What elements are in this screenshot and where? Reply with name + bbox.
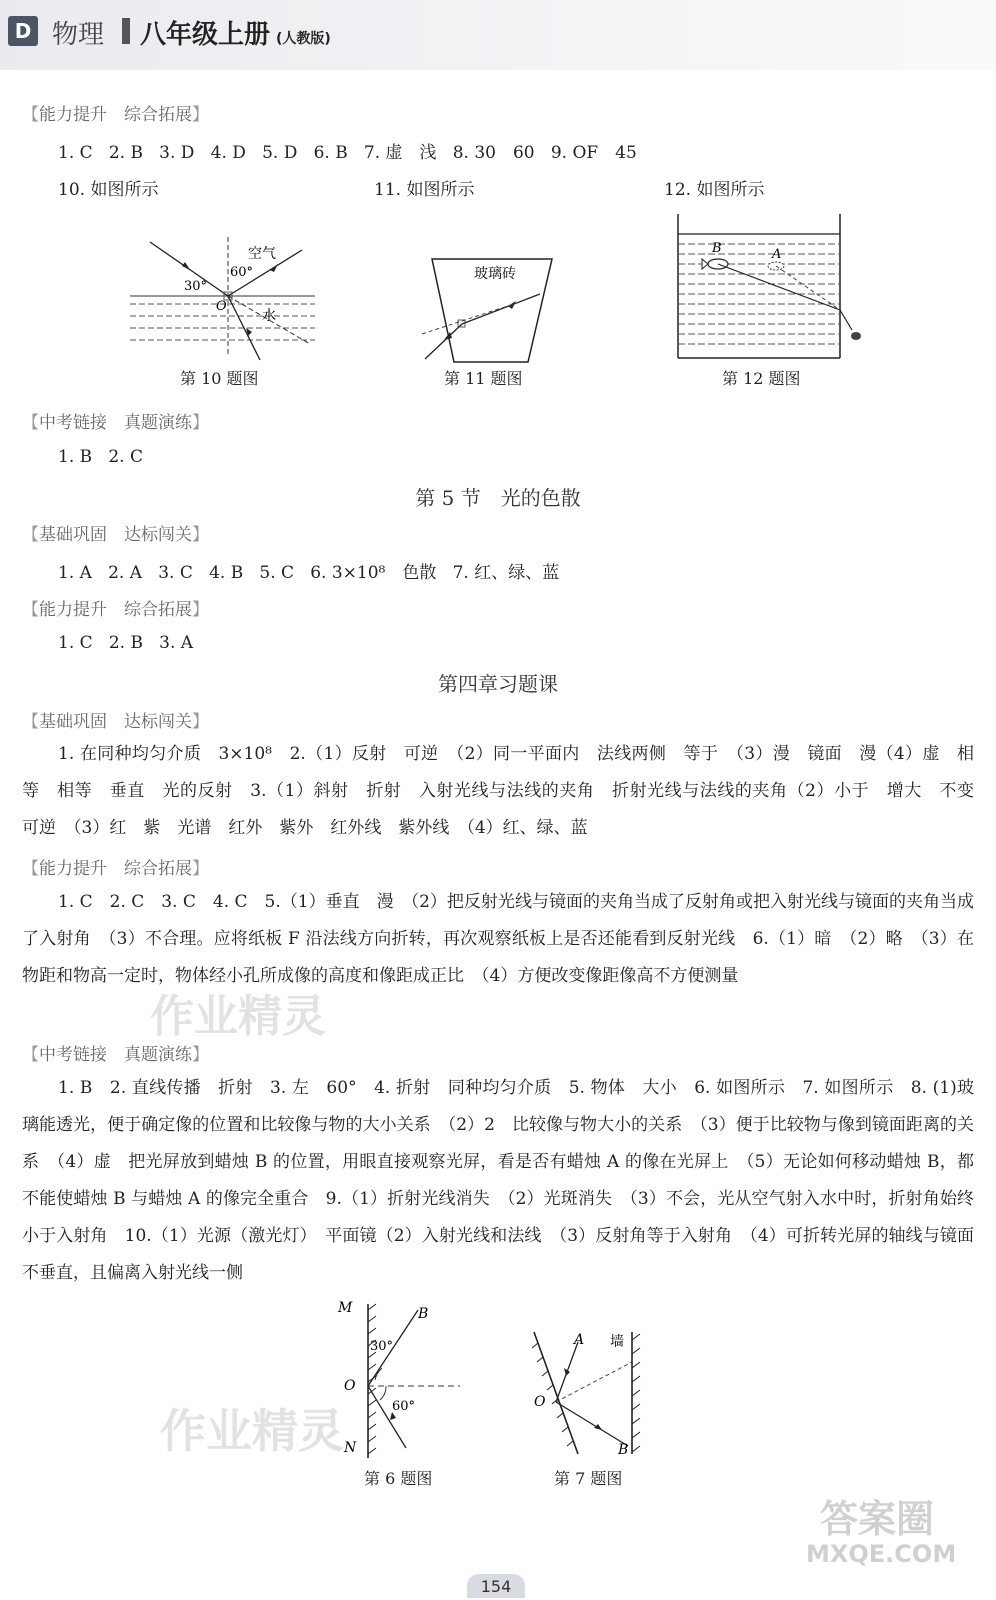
watermark: 作业精灵 (160, 1404, 344, 1458)
watermark: 答案圈 (820, 1497, 935, 1541)
figure-caption: 第 7 题图 (554, 1469, 623, 1488)
fig10-label-30: 30° (184, 279, 208, 294)
figure-12-fish-tank (672, 212, 862, 364)
header-edition: (人教版) (276, 31, 331, 47)
fig6-label-60: 60° (392, 1399, 416, 1414)
figure-caption: 第 10 题图 (180, 369, 259, 388)
section-title: 第四章习题课 (438, 672, 558, 696)
figure-ref: 10. 如图所示 (58, 180, 159, 200)
section-heading: 【基础巩固 达标闯关】 (22, 525, 209, 545)
watermark: 作业精灵 (150, 991, 326, 1042)
fig10-label-o: O (216, 299, 227, 314)
figure-ref: 11. 如图所示 (374, 180, 475, 200)
answer-line: 1. C 2. B 3. A (58, 633, 194, 653)
section-heading: 【中考链接 真题演练】 (22, 413, 209, 433)
page-header (0, 0, 996, 70)
answer-line: 1. A 2. A 3. C 4. B 5. C 6. 3×10⁸ 色散 7. 红、绿、蓝 (58, 563, 560, 583)
figure-caption: 第 6 题图 (364, 1469, 433, 1488)
answer-line: 1. C 2. B 3. D 4. D 5. D 6. B 7. 虚 浅 8. 30 60 9. OF 45 (58, 143, 637, 163)
section-heading: 【能力提升 综合拓展】 (22, 600, 209, 620)
section-heading-text: 中考链接 真题演练 (39, 1045, 192, 1065)
fig12-label-b: B (712, 241, 722, 256)
section-heading: 【能力提升 综合拓展】 (22, 105, 209, 125)
fig10-label-water: 水 (262, 308, 276, 324)
section-heading-text: 能力提升 综合拓展 (39, 105, 192, 125)
answer-paragraph: 1. C 2. C 3. C 4. C 5.（1）垂直 漫 （2）把反射光线与镜面的夹角当成了反射角或把入射光线与镜面的夹角当成了入射角 （3）不合理。应将纸板 F 沿法线方向折转，再次观察纸板上是否还能看到反射光线 6.（1）暗 （2）略 （3）在物距和物高一定时，物体经小孔所成像的高度和像距成正比 （4）方便改变像距像高不方便测量 (22, 892, 974, 986)
fig12-label-a: A (772, 247, 782, 262)
fig6-label-m: M (338, 1300, 353, 1316)
fig6-label-n: N (344, 1440, 357, 1456)
fig6-label-o: O (344, 1378, 356, 1394)
watermark: MXQE.COM (806, 1540, 957, 1568)
fig7-label-b: B (618, 1442, 629, 1458)
figure-6-mirror (330, 1296, 470, 1464)
figure-10-refraction (120, 232, 320, 362)
section-heading-text: 基础巩固 达标闯关 (39, 525, 192, 545)
section-heading: 【基础巩固 达标闯关】 (22, 712, 209, 732)
section-title: 第 5 节 光的色散 (415, 486, 581, 510)
header-divider (122, 18, 130, 44)
fig7-label-o: O (534, 1394, 546, 1410)
figure-caption: 第 11 题图 (444, 369, 523, 388)
section-heading: 【中考链接 真题演练】 (22, 1045, 209, 1065)
fig11-label-glass: 玻璃砖 (474, 266, 516, 282)
fig10-label-60: 60° (230, 265, 254, 280)
section-heading-text: 中考链接 真题演练 (39, 413, 192, 433)
figure-7-mirror-wall (520, 1326, 650, 1464)
fig7-label-wall: 墙 (610, 1334, 624, 1350)
answer-paragraph: 1. 在同种均匀介质 3×10⁸ 2.（1）反射 可逆 （2）同一平面内 法线两侧 等于 （3）漫 镜面 漫（4）虚 相等 相等 垂直 光的反射 3.（1）斜射 折射 入射光线与法线的夹角 折射光线与法线的夹角（2）小于 增大 不变 可逆 （3）红 紫 光谱 红外 紫外 红外线 紫外线 （4）红、绿、蓝 (22, 744, 991, 838)
header-badge: D (8, 16, 38, 46)
figure-11-glass-brick (420, 254, 560, 366)
section-heading-text: 基础巩固 达标闯关 (39, 712, 192, 732)
section-heading: 【能力提升 综合拓展】 (22, 859, 209, 879)
fig6-label-30: 30° (370, 1339, 394, 1354)
answer-paragraph: 1. B 2. 直线传播 折射 3. 左 60° 4. 折射 同种均匀介质 5. 物体 大小 6. 如图所示 7. 如图所示 8. (1)玻璃能透光，便于确定像的位置和比较像与物的大小关系 （2）2 比较像与物大小的关系 （3）便于比较物与像到镜面距离的关系 （4）虚 把光屏放到蜡烛 B 的位置，用眼直接观察光屏，看是否有蜡烛 A 的像在光屏上 （5）无论如何移动蜡烛 B，都不能使蜡烛 B 与蜡烛 A 的像完全重合 9.（1）折射光线消失 （2）光斑消失 （3）不会，光从空气射入水中时，折射角始终小于入射角 10.（1）光源（激光灯） 平面镜（2）入射光线和法线 （3）反射角等于入射角 （4）可折转光屏的轴线与镜面不垂直，且偏离入射光线一侧 (22, 1078, 974, 1283)
answer-line: 1. B 2. C (58, 447, 143, 467)
fig10-label-air: 空气 (248, 246, 276, 262)
page-number: 154 (467, 1574, 525, 1598)
header-book (140, 14, 331, 51)
fig7-label-a: A (574, 1332, 585, 1348)
fig6-label-b: B (418, 1306, 429, 1322)
section-heading-text: 能力提升 综合拓展 (39, 859, 192, 879)
figure-ref: 12. 如图所示 (664, 180, 765, 200)
figure-caption: 第 12 题图 (722, 369, 801, 388)
header-subject: 物理 (52, 20, 105, 50)
header-book-title: 八年级上册 (140, 20, 271, 50)
section-heading-text: 能力提升 综合拓展 (39, 600, 192, 620)
